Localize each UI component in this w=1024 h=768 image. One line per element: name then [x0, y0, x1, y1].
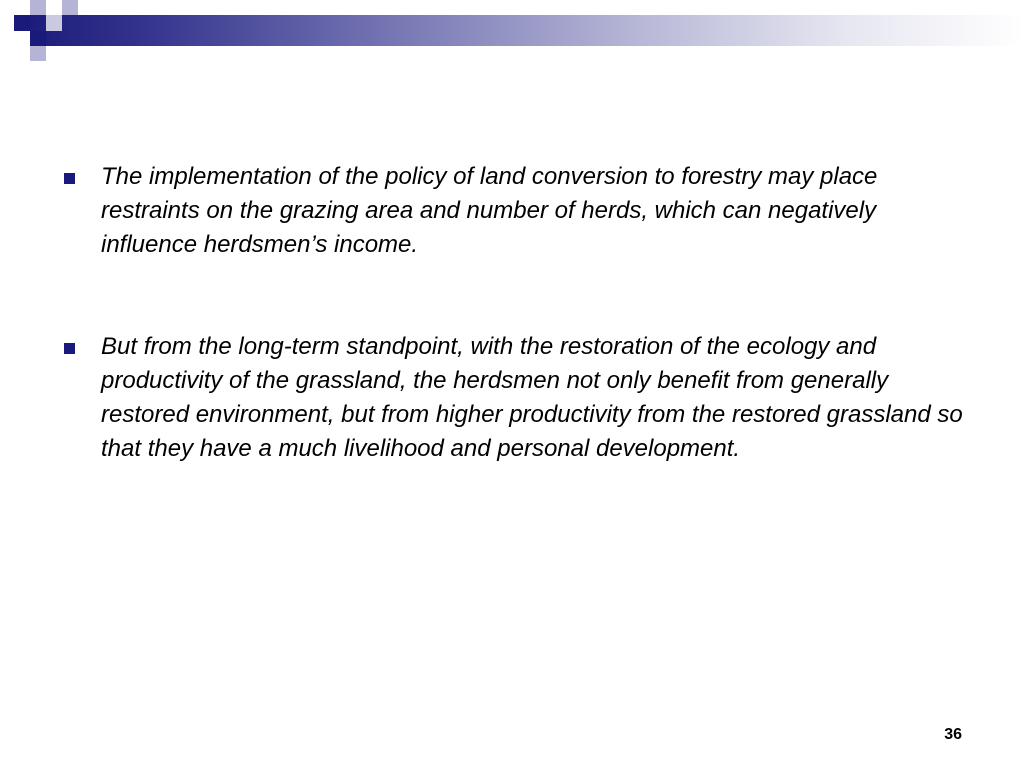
square-bullet-icon [64, 343, 75, 354]
deco-square [14, 15, 30, 31]
deco-square [62, 0, 78, 15]
header-gradient-bar [30, 15, 1024, 46]
header-decoration [0, 0, 1024, 64]
deco-square [46, 15, 62, 31]
bullet-item [62, 330, 972, 466]
deco-square [30, 31, 46, 46]
deco-square [30, 46, 46, 61]
square-bullet-icon [64, 173, 75, 184]
bullet-item [62, 160, 972, 262]
slide-body [62, 160, 972, 466]
bullet-text: But from the long-term standpoint, with the restoration of the ecology and productivity of the grassland, the herdsmen not only benefit from generally restored environment, but from higher productivity from the restored grassland so that they have a much livelihood and personal development. [101, 333, 963, 462]
page-number: 36 [944, 726, 962, 743]
deco-square [30, 0, 46, 15]
bullet-text: The implementation of the policy of land conversion to forestry may place restraints on the grazing area and number of herds, which can negatively influence herdsmen’s income. [101, 163, 878, 258]
